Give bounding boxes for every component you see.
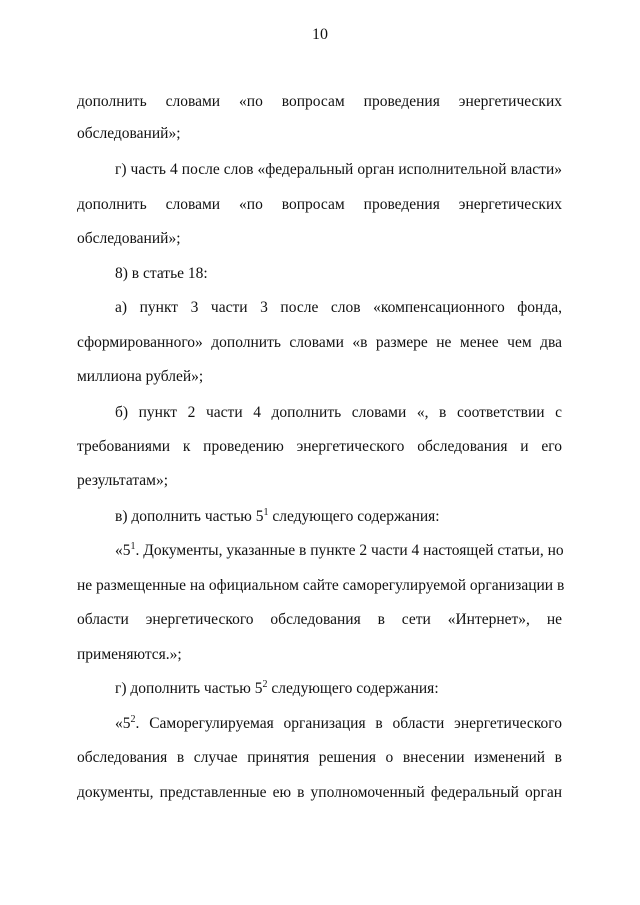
text-line: г) часть 4 после слов «федеральный орган исполнительной власти»	[115, 161, 562, 178]
text-line: обследований»;	[77, 125, 181, 142]
text-line: результатам»;	[77, 472, 169, 489]
text-fragment: «5	[115, 542, 131, 559]
text-line: не размещенные на официальном сайте саморегулируемой организации в	[77, 577, 565, 594]
text-fragment: . Документы, указанные в пункте 2 части 4 настоящей статьи, но	[135, 542, 564, 559]
text-fragment: г) дополнить частью 5	[115, 680, 263, 697]
text-fragment: «5	[115, 715, 131, 732]
text-line: дополнить словами «по вопросам проведения энергетических	[77, 196, 562, 213]
text-line: б) пункт 2 части 4 дополнить словами «, в соответствии с	[115, 404, 562, 421]
text-line: требованиями к проведению энергетического обследования и его	[77, 438, 562, 455]
text-line	[115, 507, 440, 527]
superscript: 2	[130, 714, 136, 725]
text-fragment: в) дополнить частью 5	[115, 508, 264, 525]
text-line: а) пункт 3 части 3 после слов «компенсационного фонда,	[115, 299, 562, 316]
text-line	[115, 714, 562, 734]
text-fragment: . Саморегулируемая организация в области энергетического	[135, 715, 562, 732]
text-fragment: следующего содержания:	[268, 508, 440, 525]
superscript: 1	[263, 507, 269, 518]
superscript: 1	[130, 541, 136, 552]
superscript: 2	[262, 679, 268, 690]
text-line: 8) в статье 18:	[115, 265, 208, 282]
text-line: применяются.»;	[77, 646, 182, 663]
text-fragment: следующего содержания:	[267, 680, 439, 697]
text-line: области энергетического обследования в сети «Интернет», не	[77, 611, 562, 628]
text-line: миллиона рублей»;	[77, 368, 204, 385]
text-line	[115, 679, 439, 699]
text-line	[115, 541, 562, 561]
text-line: дополнить словами «по вопросам проведения энергетических	[77, 93, 562, 110]
text-line: документы, представленные ею в уполномоченный федеральный орган	[77, 784, 562, 801]
text-line: сформированного» дополнить словами «в размере не менее чем два	[77, 334, 562, 351]
page-number: 10	[312, 26, 328, 43]
text-line: обследований»;	[77, 230, 181, 247]
text-line: обследования в случае принятия решения о внесении изменений в	[77, 749, 562, 766]
